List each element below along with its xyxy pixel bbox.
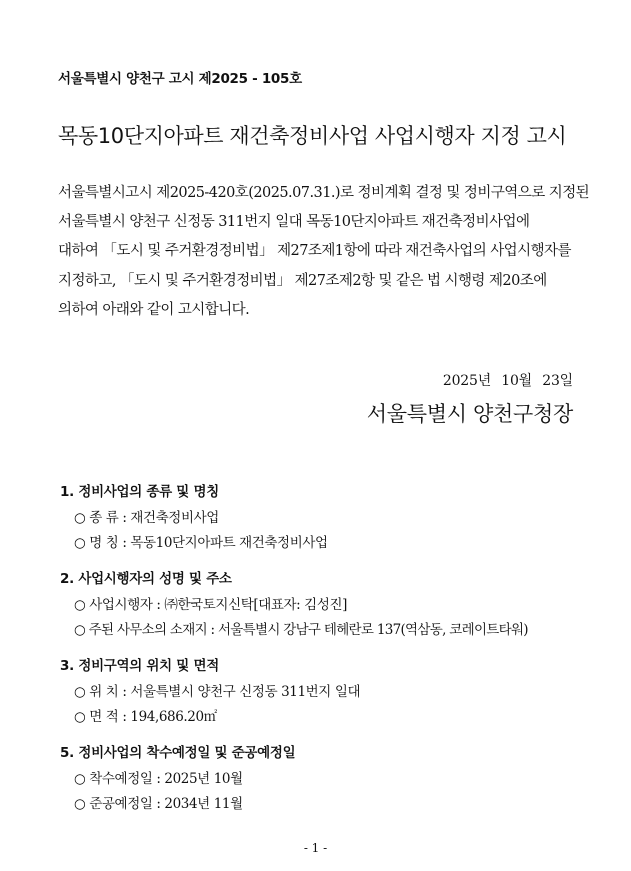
section-item: ○ 위 치 : 서울특별시 양천구 신정동 311번지 일대 [74,684,361,700]
body-line: 서울특별시고시 제2025-420호(2025.07.31.)로 정비계획 결정 및 정비구역으로 지정된 [58,185,590,201]
section-item: ○ 명 칭 : 목동10단지아파트 재건축정비사업 [74,535,328,551]
section-heading: 2. 사업시행자의 성명 및 주소 [60,571,232,587]
section-item: ○ 준공예정일 : 2034년 11월 [74,796,243,812]
section-heading: 5. 정비사업의 착수예정일 및 준공예정일 [60,745,296,761]
body-line: 지정하고, 「도시 및 주거환경정비법」 제27조제2항 및 같은 법 시행령 제20조에 [58,273,547,289]
section-item: ○ 착수예정일 : 2025년 10월 [74,771,243,787]
body-line: 서울특별시 양천구 신정동 311번지 일대 목동10단지아파트 재건축정비사업에 [58,214,530,230]
section-heading: 3. 정비구역의 위치 및 면적 [60,658,219,674]
section-heading: 1. 정비사업의 종류 및 명칭 [60,484,219,500]
issuer-name: 서울특별시 양천구청장 [366,402,573,426]
notice-title: 목동10단지아파트 재건축정비사업 사업시행자 지정 고시 [58,124,567,148]
section-item: ○ 사업시행자 : ㈜한국토지신탁[대표자: 김성진] [74,597,347,613]
body-line: 대하여 「도시 및 주거환경정비법」 제27조제1항에 따라 재건축사업의 사업시행자를 [58,243,571,259]
section-item: ○ 종 류 : 재건축정비사업 [74,510,219,526]
section-item: ○ 주된 사무소의 소재지 : 서울특별시 강남구 테헤란로 137(역삼동, 코레이트타워) [74,622,528,638]
notice-date: 2025년 10월 23일 [442,373,573,389]
section-item: ○ 면 적 : 194,686.20㎡ [74,709,217,725]
page-number: - 1 - [303,841,328,855]
notice-number: 서울특별시 양천구 고시 제2025 - 105호 [58,71,302,87]
body-line: 의하여 아래와 같이 고시합니다. [58,302,250,318]
